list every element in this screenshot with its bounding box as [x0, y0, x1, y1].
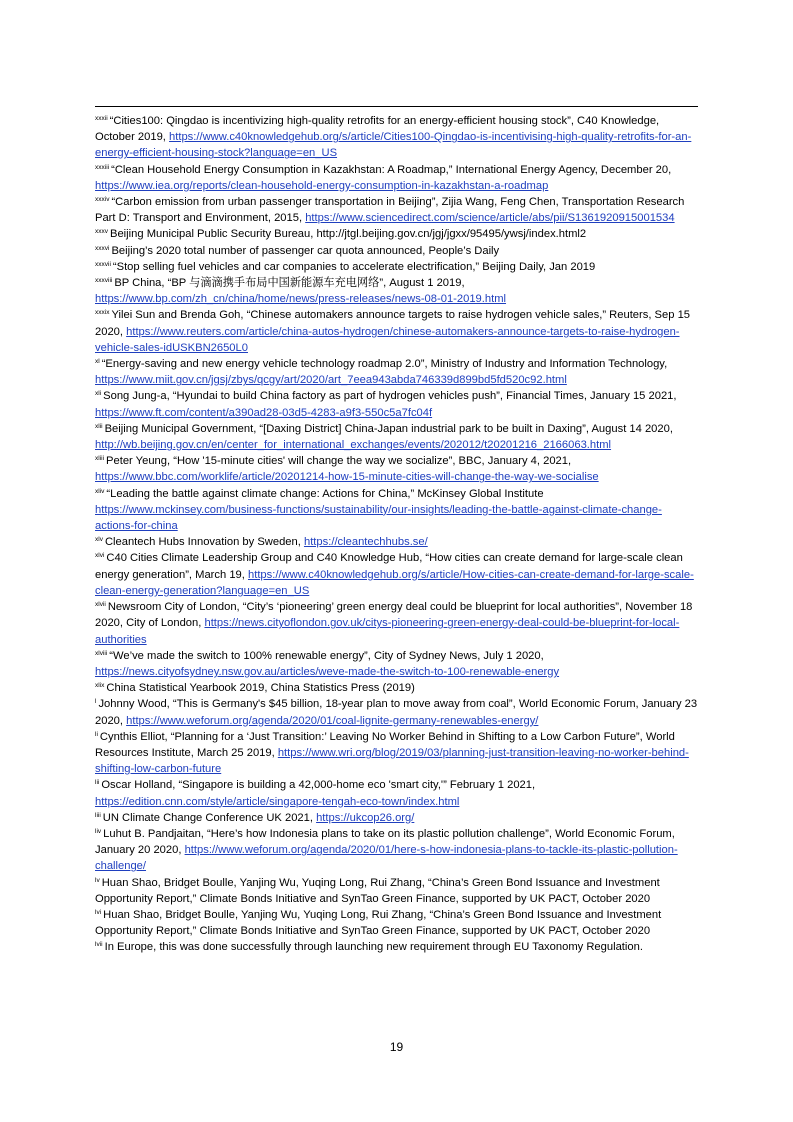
endnote-marker: xxxiv [95, 196, 110, 204]
footnote-separator [95, 106, 698, 107]
endnote-text: “Leading the battle against climate change: Actions for China,” McKinsey Global Institute [106, 487, 544, 500]
endnote-link[interactable]: https://www.bbc.com/worklife/article/20201214-how-15-minute-cities-will-change-the-way-we-socialise [95, 471, 599, 484]
endnote-marker: xli [95, 390, 102, 398]
endnote-marker: xlii [95, 422, 103, 430]
endnote-text: Cleantech Hubs Innovation by Sweden, [104, 536, 304, 549]
endnote-marker: xxxv [95, 228, 108, 236]
endnote-link[interactable]: http://wb.beijing.gov.cn/en/center_for_international_exchanges/events/202012/t20201216_2166063.html [95, 439, 612, 452]
endnote-link[interactable]: https://www.bp.com/zh_cn/china/home/news/press-releases/news-08-01-2019.html [95, 293, 507, 306]
endnote [95, 550, 698, 599]
page-number: 19 [389, 1040, 404, 1054]
endnote [95, 388, 698, 420]
endnote-link[interactable]: https://www.sciencedirect.com/science/article/abs/pii/S1361920915001534 [305, 212, 675, 225]
endnote [95, 275, 698, 307]
endnote-link[interactable]: https://www.c40knowledgehub.org/s/article/How-cities-can-create-demand-for-large-scale-clean-energy-generation?language=en_US [95, 568, 694, 597]
endnote-marker: xl [95, 358, 100, 366]
endnote-text: “We’ve made the switch to 100% renewable energy”, City of Sydney News, July 1 2020, [109, 649, 544, 662]
endnote-text: BP China, “BP 与滴滴携手布局中国新能源车充电网络”, August 1 2019, [114, 277, 465, 290]
endnote [95, 648, 698, 680]
endnote-link[interactable]: https://edition.cnn.com/style/article/singapore-tengah-eco-town/index.html [95, 795, 460, 808]
endnote [95, 534, 698, 550]
endnote [95, 453, 698, 485]
endnote [95, 875, 698, 907]
endnote-marker: lv [95, 876, 100, 884]
endnote-text: “Cities100: Qingdao is incentivizing high-quality retrofits for an energy-efficient housing stock”, C40 Knowledge, October 2019, [95, 115, 660, 144]
endnote-text: Huan Shao, Bridget Boulle, Yanjing Wu, Yuqing Long, Rui Zhang, “China’s Green Bond Issuance and Investment Opportunity Report,” Climate Bonds Initiative and SynTao Green Finance, supported by UK PACT, October 2020 [95, 908, 662, 938]
endnote-link[interactable]: https://www.c40knowledgehub.org/s/article/Cities100-Qingdao-is-incentivising-high-quality-retrofits-for-an-energy-efficient-housing-stock?language=en_US [95, 131, 692, 160]
endnote-marker: liv [95, 827, 102, 835]
endnote-marker: xliii [95, 455, 105, 463]
endnote-text: Newsroom City of London, “City’s ‘pioneering’ green energy deal could be blueprint for local authorities”, November 18 2020, City of London, [95, 601, 693, 630]
endnote-link[interactable]: https://www.wri.org/blog/2019/03/planning-just-transition-leaving-no-worker-behind-shifting-low-carbon-future [95, 746, 689, 776]
endnote [95, 680, 698, 696]
endnote-link[interactable]: https://www.ft.com/content/a390ad28-03d5-4283-a9f3-550c5a7fc04f [95, 406, 433, 419]
endnote-text: Beijing Municipal Public Security Bureau, http://jtgl.beijing.gov.cn/jgj/jgxx/95495/ywsj/index.html2 [110, 228, 587, 241]
endnote-link[interactable]: https://www.reuters.com/article/china-autos-hydrogen/chinese-automakers-announce-targets-to-raise-hydrogen-vehicle-sales-idUSKBN2650L0 [95, 325, 680, 354]
endnote-marker: xlvii [95, 601, 106, 609]
endnote-text: Peter Yeung, “How '15-minute cities' will change the way we socialize”, BBC, January 4, 2021, [106, 455, 572, 468]
endnote [95, 194, 698, 226]
endnote-text: Luhut B. Pandjaitan, “Here’s how Indonesia plans to take on its plastic pollution challenge”, World Economic Forum, January 20 2020, [95, 827, 675, 857]
endnote-link[interactable]: https://news.cityoflondon.gov.uk/citys-pioneering-green-energy-deal-could-be-blueprint-for-local-authorities [95, 617, 680, 646]
endnote-text: “Clean Household Energy Consumption in Kazakhstan: A Roadmap,” International Energy Agency, December 20, [111, 163, 672, 176]
endnote-link[interactable]: https://www.miit.gov.cn/jgsj/zbys/qcgy/art/2020/art_7eea943abda746339d899bd5fd520c92.html [95, 374, 567, 387]
endnote [95, 907, 698, 939]
endnotes-list [95, 113, 698, 956]
endnote [95, 226, 698, 242]
endnote-marker: xlvi [95, 552, 105, 560]
endnote [95, 729, 698, 778]
endnote [95, 939, 698, 955]
endnote-text: China Statistical Yearbook 2019, China Statistics Press (2019) [106, 682, 415, 695]
endnote [95, 113, 698, 162]
endnote-text: “Energy-saving and new energy vehicle technology roadmap 2.0”, Ministry of Industry and Information Technology, [101, 358, 668, 371]
endnote-text: In Europe, this was done successfully through launching new requirement through EU Taxonomy Regulation. [104, 941, 643, 954]
endnote-marker: xlv [95, 536, 103, 544]
endnote-text: C40 Cities Climate Leadership Group and C40 Knowledge Hub, “How cities can create demand for large-scale clean energy generation”, March 19, [95, 552, 683, 581]
endnote-text: Huan Shao, Bridget Boulle, Yanjing Wu, Yuqing Long, Rui Zhang, “China’s Green Bond Issuance and Investment Opportunity Report,” Climate Bonds Initiative and SynTao Green Finance, supported by UK PACT, October 2020 [95, 876, 660, 905]
endnote-marker: xlix [95, 682, 105, 690]
endnote [95, 259, 698, 275]
endnote-text: Beijing Municipal Government, “[Daxing District] China-Japan industrial park to be built in Daxing”, August 14 2020, [104, 422, 673, 435]
endnote [95, 486, 698, 535]
endnote-link[interactable]: https://news.cityofsydney.nsw.gov.au/articles/weve-made-the-switch-to-100-renewable-energy [95, 665, 560, 678]
endnote-marker: lvii [95, 941, 103, 949]
endnote-marker: liii [95, 811, 101, 819]
endnote-text: Beijing’s 2020 total number of passenger car quota announced, People’s Daily [111, 244, 500, 257]
endnote-marker: xliv [95, 487, 105, 495]
endnote [95, 162, 698, 194]
endnote-link[interactable]: https://www.weforum.org/agenda/2020/01/coal-lignite-germany-renewables-energy/ [126, 714, 539, 727]
endnote-marker: li [95, 730, 98, 738]
endnote-text: “Stop selling fuel vehicles and car companies to accelerate electrification,” Beijing Daily, Jan 2019 [112, 260, 596, 273]
endnote [95, 599, 698, 648]
endnote-link[interactable]: https://www.mckinsey.com/business-functions/sustainability/our-insights/leading-the-battle-against-climate-change-actions-for-china [95, 503, 662, 533]
endnote [95, 777, 698, 809]
endnote-text: Yilei Sun and Brenda Goh, “Chinese automakers announce targets to raise hydrogen vehicle sales,” Reuters, Sep 15 2020, [95, 309, 691, 338]
endnote-text: UN Climate Change Conference UK 2021, [102, 811, 317, 824]
endnote-marker: xlviii [95, 649, 108, 657]
endnote-link[interactable]: https://cleantechhubs.se/ [303, 536, 428, 549]
endnote [95, 421, 698, 453]
endnote-text: Johnny Wood, “This is Germany's $45 billion, 18-year plan to move away from coal”, World Economic Forum, January 23 2020, [95, 698, 698, 727]
endnote-marker: xxxiii [95, 163, 110, 171]
endnote [95, 810, 698, 826]
endnote-marker: l [95, 698, 97, 706]
endnote [95, 696, 698, 728]
endnote [95, 243, 698, 259]
endnote [95, 826, 698, 875]
endnote-marker: xxxviii [95, 277, 113, 285]
endnote-marker: xxxvii [95, 260, 111, 268]
endnote-text: Oscar Holland, “Singapore is building a 42,000-home eco 'smart city,'” February 1 2021, [101, 779, 536, 792]
endnote-text: Cynthis Elliot, “Planning for a ‘Just Transition:’ Leaving No Worker Behind in Shifting to a Low Carbon Future”, World Resources Institute, March 25 2019, [95, 730, 675, 759]
endnote-text: “Carbon emission from urban passenger transportation in Beijing”, Zijia Wang, Feng Chen, Transportation Research Part D: Transport and Environment, 2015, [95, 196, 685, 225]
endnote-link[interactable]: https://www.iea.org/reports/clean-household-energy-consumption-in-kazakhstan-a-roadmap [95, 179, 549, 192]
endnote [95, 307, 698, 356]
endnote [95, 356, 698, 388]
endnote-marker: lii [95, 779, 100, 787]
endnote-text: Song Jung-a, “Hyundai to build China factory as part of hydrogen vehicles push”, Financial Times, January 15 2021, [103, 390, 677, 403]
endnote-link[interactable]: https://www.weforum.org/agenda/2020/01/here-s-how-indonesia-plans-to-tackle-its-plastic-pollution-challenge/ [95, 844, 678, 873]
endnote-marker: xxxii [95, 115, 108, 122]
endnote-marker: lvi [95, 908, 102, 916]
endnote-marker: xxxix [95, 309, 110, 317]
endnote-marker: xxxvi [95, 244, 110, 252]
endnote-link[interactable]: https://ukcop26.org/ [316, 811, 415, 824]
